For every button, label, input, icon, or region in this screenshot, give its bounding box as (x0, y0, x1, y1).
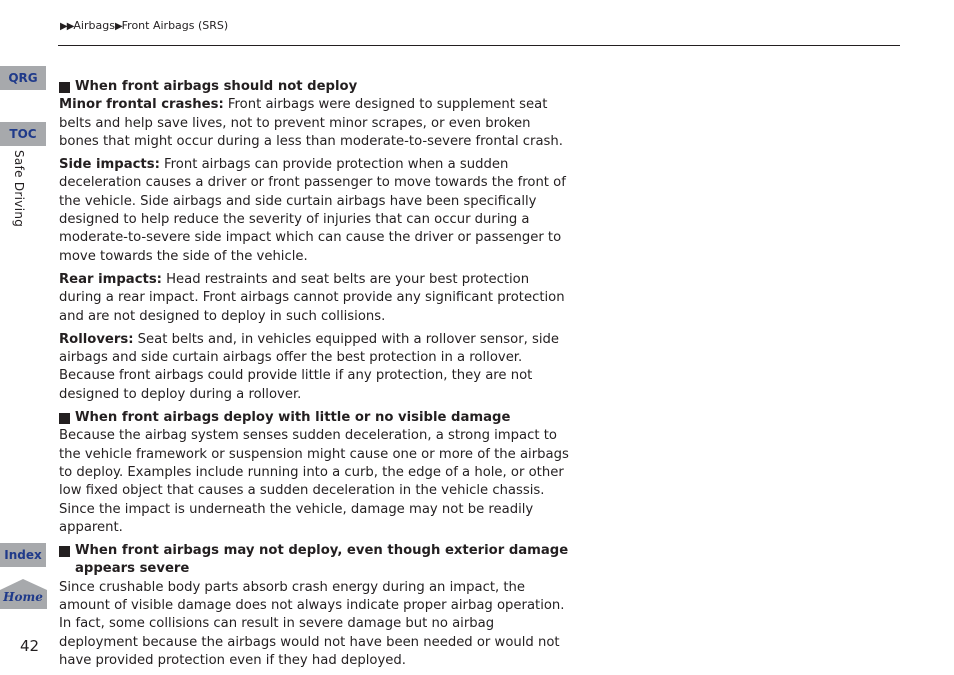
breadcrumb-arrow-icon: ▶▶ (60, 21, 74, 32)
paragraph-side-impacts (59, 156, 574, 266)
paragraph-text: Front airbags can provide protection when a sudden deceleration causes a driver or front passenger to move towards the front of the vehicle. Side airbags and side curtain airbags have been specifically designed to help reduce the severity of injuries that can occur during a moderate-to-severe side impact which can cause the driver or passenger to move towards the side of the vehicle. (59, 157, 566, 264)
toc-tab[interactable]: TOC (0, 122, 46, 146)
heading-text: When front airbags deploy with little or no visible damage (75, 410, 511, 426)
paragraph-text: Head restraints and seat belts are your best protection during a rear impact. Front airbags cannot provide any significant protection and are not designed to deploy in such collisions. (59, 271, 565, 324)
paragraph-severe-damage: Since crushable body parts absorb crash energy during an impact, the amount of visible damage does not always indicate proper airbag operation. In fact, some collisions can result in severe damage but no airbag deployment because the airbags would not have been needed or would not have provided protection even if they had deployed. (59, 579, 565, 668)
home-icon (0, 578, 47, 610)
paragraph-rollovers (59, 331, 574, 404)
term-label: Side impacts: (59, 157, 160, 173)
paragraph-little-damage: Because the airbag system senses sudden deceleration, a strong impact to the vehicle framework or suspension might cause one or more of the airbags to deploy. Examples include running into a curb, the edge of a hole, or other low fixed object that causes a sudden deceleration in the vehicle chassis. Since the impact is underneath the vehicle, damage may not be readily apparent. (59, 428, 569, 535)
index-tab[interactable]: Index (0, 543, 46, 567)
home-label: Home (3, 590, 43, 604)
section-heading (59, 409, 574, 427)
square-bullet-icon (59, 82, 70, 93)
paragraph-text: Front airbags were designed to supplement seat belts and help save lives, not to prevent minor scrapes, or even broken bones that might occur during a less than moderate-to-severe frontal crash. (59, 97, 563, 149)
page-number: 42 (20, 637, 40, 655)
section-heading (59, 542, 574, 579)
breadcrumb-link-airbags[interactable]: Airbags (73, 19, 115, 32)
breadcrumb-arrow-icon: ▶ (114, 21, 122, 32)
term-label: Minor frontal crashes: (59, 97, 224, 113)
breadcrumb-current: Front Airbags (SRS) (121, 19, 229, 32)
term-label: Rear impacts: (59, 271, 162, 287)
square-bullet-icon (59, 546, 70, 557)
header-divider (58, 45, 900, 46)
square-bullet-icon (59, 413, 70, 424)
paragraph-minor-crashes (59, 96, 574, 151)
term-label: Rollovers: (59, 331, 134, 347)
heading-text: When front airbags should not deploy (75, 79, 358, 94)
paragraph-rear-impacts (59, 271, 574, 326)
section-label: Safe Driving (12, 150, 26, 228)
breadcrumb (60, 19, 228, 32)
paragraph-text: Seat belts and, in vehicles equipped with a rollover sensor, side airbags and side curtain airbags offer the best protection in a rollover. Because front airbags could provide little if any protection, they are not designed to deploy during a rollover. (59, 331, 560, 402)
qrg-tab[interactable]: QRG (0, 66, 46, 90)
section-heading (59, 78, 574, 96)
home-tab[interactable] (0, 578, 47, 610)
main-content (59, 78, 574, 675)
heading-text: When front airbags may not deploy, even though exterior damage appears severe (75, 543, 569, 577)
